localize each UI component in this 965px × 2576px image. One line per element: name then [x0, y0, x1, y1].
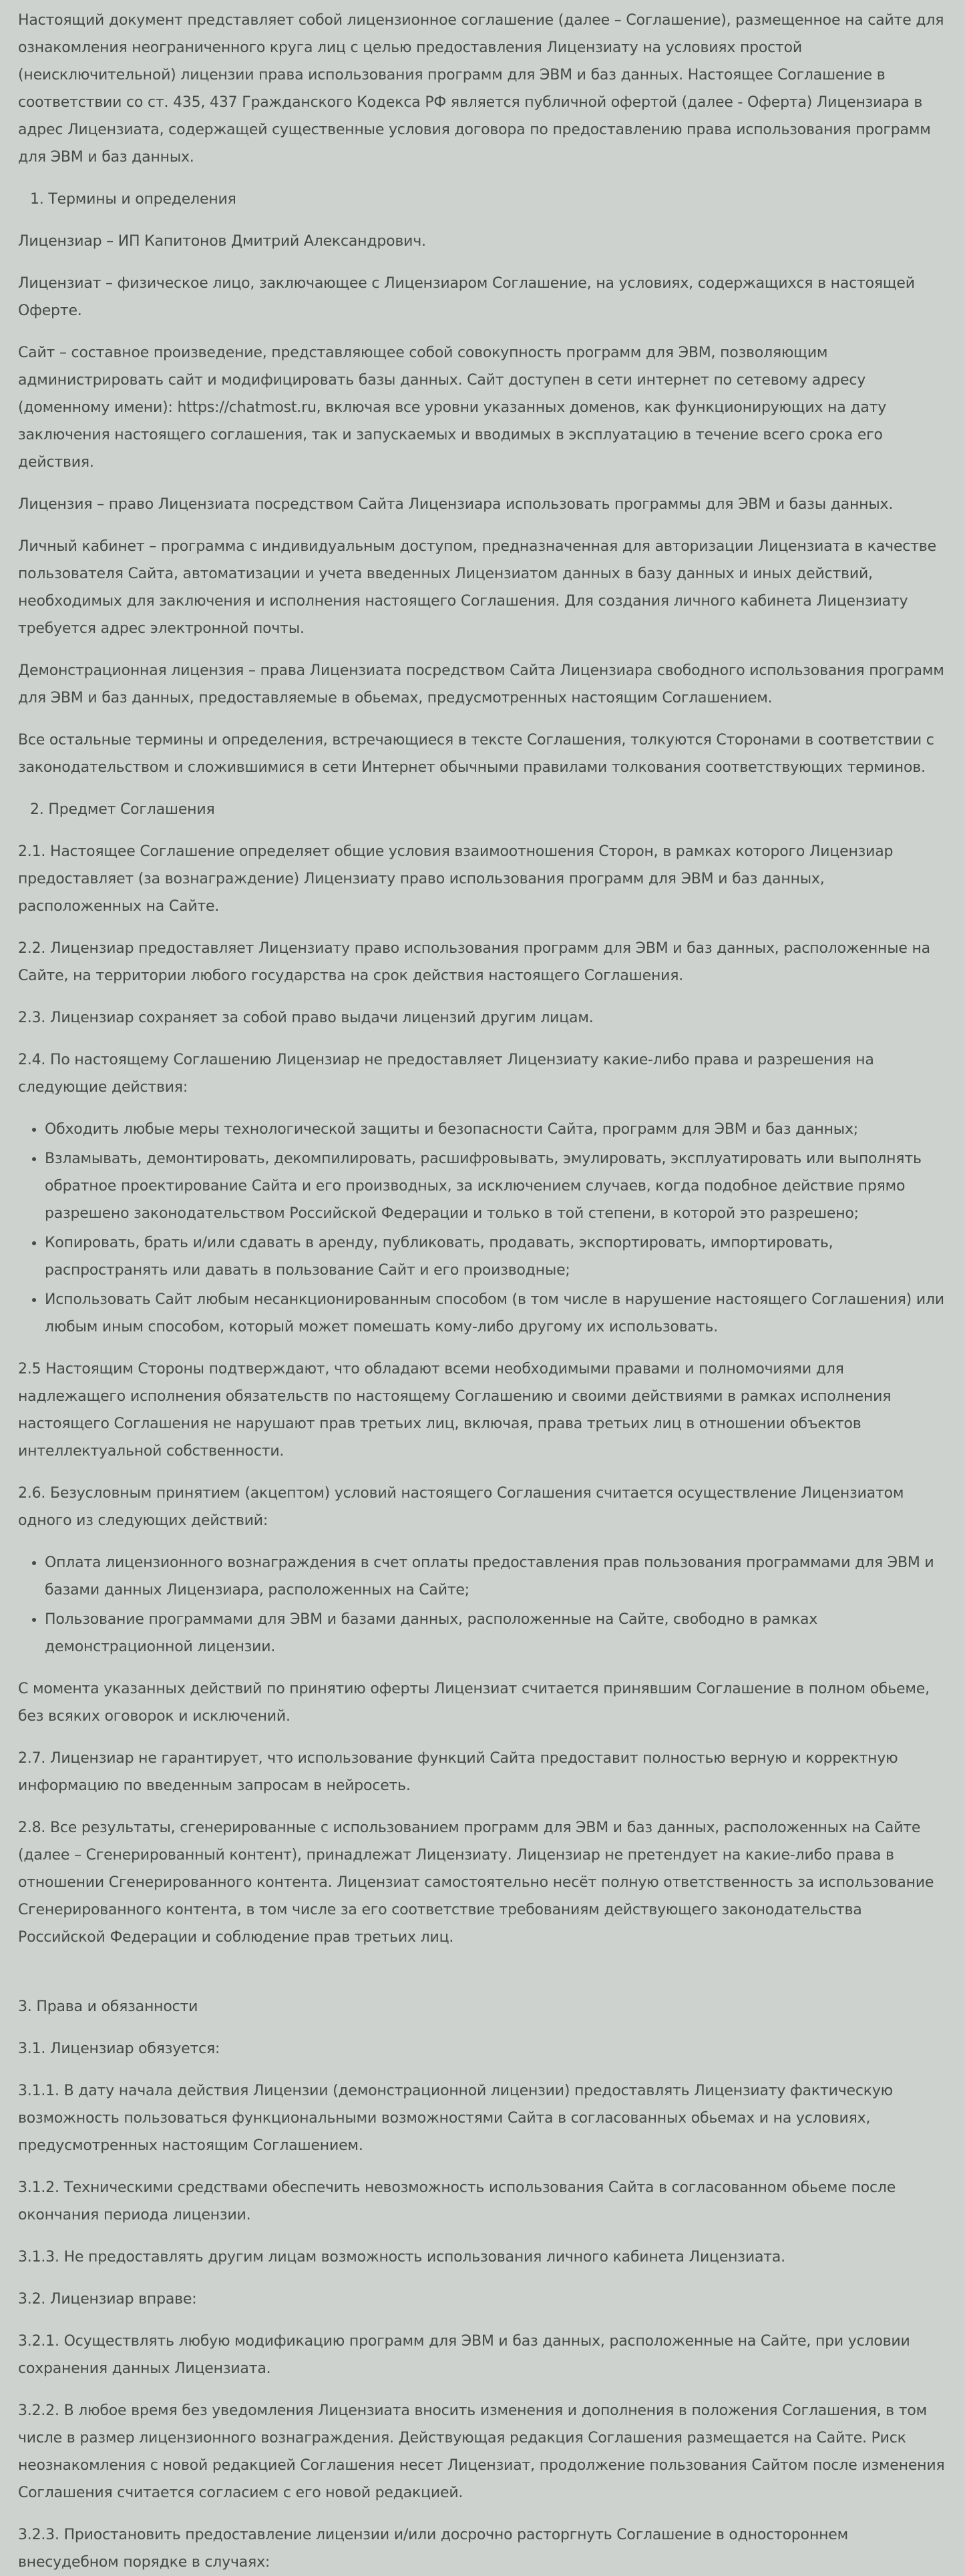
clause-2-6-list — [18, 1549, 946, 1661]
section-1-heading: 1. Термины и определения — [30, 191, 236, 208]
list-item: • Взламывать, демонтировать, декомпилировать, расшифровывать, эмулировать, эксплуатировать или выполнять обратное проектирование Сайта и его производных, за исключением случаев, когда подобное действие прямо разрешено законодательством Российской Федерации и только в той степени, в которой это разрешено; — [45, 1145, 946, 1227]
list-item: • Пользование программами для ЭВМ и базами данных, расположенные на Сайте, свободно в рамках демонстрационной лицензии. — [45, 1606, 946, 1661]
definition-other-terms: Все остальные термины и определения, встречающиеся в тексте Соглашения, толкуются Сторонами в соответствии с законодательством и сложившимися в сети Интернет обычными правилами толкования соответствующих терминов. — [18, 732, 934, 776]
clause-3-2-3: 3.2.3. Приостановить предоставление лицензии и/или досрочно расторгнуть Соглашение в одностороннем внесудебном порядке в случаях: — [18, 2527, 849, 2571]
clause-2-2: 2.2. Лицензиар предоставляет Лицензиату право использования программ для ЭВМ и баз данных, расположенные на Сайте, на территории любого государства на срок действия настоящего Соглашения. — [18, 940, 930, 984]
clause-2-5: 2.5 Настоящим Стороны подтверждают, что обладают всеми необходимыми правами и полномочиями для надлежащего исполнения обязательств по настоящему Соглашению и своими действиями в рамках исполнения настоящего Соглашения не нарушают прав третьих лиц, включая, права третьих лиц в отношении объектов интеллектуальной собственности. — [18, 1361, 892, 1460]
blank-line — [18, 1966, 946, 1993]
clause-3-1-3: 3.1.3. Не предоставлять другим лицам возможность использования личного кабинета Лицензиата. — [18, 2249, 785, 2266]
clause-2-4-list — [18, 1116, 946, 1341]
definition-site: Сайт – составное произведение, представляющее собой совокупность программ для ЭВМ, позволяющим администрировать сайт и модифицировать базы данных. Сайт доступен в сети интернет по сетевому адресу (доменному имени): https://chatmost.ru, включая все уровни указанных доменов, как функционирующих на дату заключения настоящего соглашения, так и запускаемых и вводимых в эксплуатацию в течение всего срока его действия. — [18, 345, 887, 471]
clause-2-8: 2.8. Все результаты, сгенерированные с использованием программ для ЭВМ и баз данных, расположенных на Сайте (далее – Сгенерированный контент), принадлежат Лицензиату. Лицензиар не претендует на какие-либо права в отношении Сгенерированного контента. Лицензиат самостоятельно несёт полную ответственность за использование Сгенерированного контента, в том числе за его соответствие требованиям действующего законодательства Российской Федерации и соблюдение прав третьих лиц. — [18, 1819, 934, 1946]
clause-2-6-acceptance-note: С момента указанных действий по принятию оферты Лицензиат считается принявшим Соглашение в полном обьеме, без всяких оговорок и исключений. — [18, 1681, 930, 1725]
list-item: • Копировать, брать и/или сдавать в аренду, публиковать, продавать, экспортировать, импортировать, распространять или давать в пользование Сайт и его производные; — [45, 1229, 946, 1284]
clause-3-1: 3.1. Лицензиар обязуется: — [18, 2041, 220, 2057]
clause-3-1-2: 3.1.2. Техническими средствами обеспечить невозможность использования Сайта в согласованном обьеме после окончания периода лицензии. — [18, 2179, 896, 2223]
clause-2-6: 2.6. Безусловным принятием (акцептом) условий настоящего Соглашения считается осуществление Лицензиатом одного из следующих действий: — [18, 1485, 904, 1529]
list-item: • Оплата лицензионного вознаграждения в счет оплаты предоставления прав пользования программами для ЭВМ и базами данных Лицензиара, расположенных на Сайте; — [45, 1549, 946, 1604]
clause-2-4: 2.4. По настоящему Соглашению Лицензиар не предоставляет Лицензиату какие-либо права и разрешения на следующие действия: — [18, 1052, 874, 1096]
definition-personal-account: Личный кабинет – программа с индивидуальным доступом, предназначенная для авторизации Лицензиата в качестве пользователя Сайта, автоматизации и учета введенных Лицензиатом данных в базу данных и иных действий, необходимых для заключения и исполнения настоящего Соглашения. Для создания личного кабинета Лицензиату требуется адрес электронной почты. — [18, 538, 936, 637]
clause-3-1-1: 3.1.1. В дату начала действия Лицензии (демонстрационной лицензии) предоставлять Лицензиату фактическую возможность пользоваться функциональными возможностями Сайта в согласованных обьемах и на условиях, предусмотренных настоящим Соглашением. — [18, 2083, 893, 2154]
list-item: • Использовать Сайт любым несанкционированным способом (в том числе в нарушение настоящего Соглашения) или любым иным способом, который может помешать кому-либо другому их использовать. — [45, 1286, 946, 1341]
clause-3-2: 3.2. Лицензиар вправе: — [18, 2291, 197, 2308]
clause-2-1: 2.1. Настоящее Соглашение определяет общие условия взаимоотношения Сторон, в рамках которого Лицензиар предоставляет (за вознаграждение) Лицензиату право использования программ для ЭВМ и баз данных, расположенных на Сайте. — [18, 843, 894, 915]
clause-3-2-1: 3.2.1. Осуществлять любую модификацию программ для ЭВМ и баз данных, расположенные на Сайте, при условии сохранения данных Лицензиата. — [18, 2333, 910, 2377]
section-3-heading: 3. Права и обязанности — [18, 1998, 198, 2015]
section-2-heading: 2. Предмет Соглашения — [30, 801, 215, 818]
definition-licensor: Лицензиар – ИП Капитонов Дмитрий Александрович. — [18, 233, 426, 250]
clause-2-3: 2.3. Лицензиар сохраняет за собой право выдачи лицензий другим лицам. — [18, 1010, 594, 1026]
intro-paragraph: Настоящий документ представляет собой лицензионное соглашение (далее – Соглашение), размещенное на сайте для ознакомления неограниченного круга лиц с целью предоставления Лицензиату на условиях простой (неисключительной) лицензии права использования программ для ЭВМ и баз данных. Настоящее Соглашение в соответствии со ст. 435, 437 Гражданского Кодекса РФ является публичной офертой (далее - Оферта) Лицензиара в адрес Лицензиата, содержащей существенные условия договора по предоставлению права использования программ для ЭВМ и баз данных. — [18, 12, 944, 166]
definition-license: Лицензия – право Лицензиата посредством Сайта Лицензиара использовать программы для ЭВМ и базы данных. — [18, 496, 894, 513]
clause-2-7: 2.7. Лицензиар не гарантирует, что использование функций Сайта предоставит полностью верную и корректную информацию по введенным запросам в нейросеть. — [18, 1750, 898, 1794]
clause-3-2-2: 3.2.2. В любое время без уведомления Лицензиата вносить изменения и дополнения в положения Соглашения, в том числе в размер лицензионного вознаграждения. Действующая редакция Соглашения размещается на Сайте. Риск неознакомления с новой редакцией Соглашения несет Лицензиат, продолжение пользования Сайтом после изменения Соглашения считается согласием с его новой редакцией. — [18, 2402, 945, 2501]
list-item: • Обходить любые меры технологической защиты и безопасности Сайта, программ для ЭВМ и баз данных; — [45, 1116, 946, 1143]
definition-demo-license: Демонстрационная лицензия – права Лицензиата посредством Сайта Лицензиара свободного использования программ для ЭВМ и баз данных, предоставляемые в обьемах, предусмотренных настоящим Соглашением. — [18, 662, 944, 706]
definition-licensee: Лицензиат – физическое лицо, заключающее с Лицензиаром Соглашение, на условиях, содержащихся в настоящей Оферте. — [18, 275, 915, 319]
